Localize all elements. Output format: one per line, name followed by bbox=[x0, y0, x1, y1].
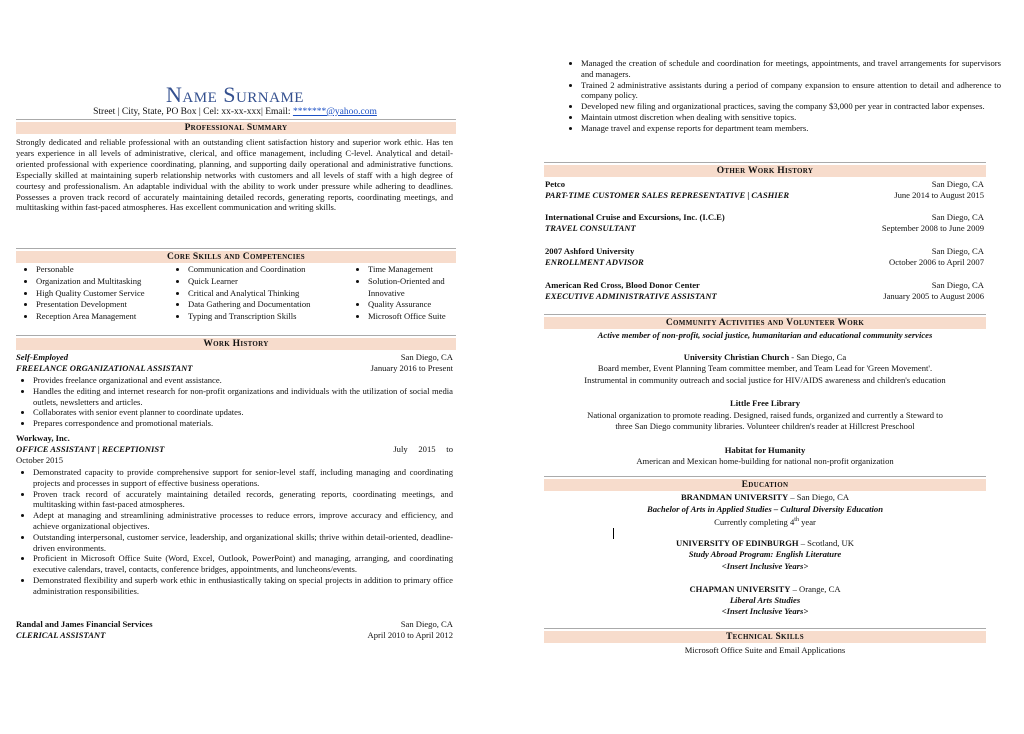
other-job-1-title: PART-TIME CUSTOMER SALES REPRESENTATIVE | CASHIER bbox=[545, 190, 790, 200]
job-1-employer: Self-Employed bbox=[16, 352, 69, 362]
other-job-2-employer: International Cruise and Excursions, Inc. (I.C.E) bbox=[545, 212, 725, 222]
candidate-name: Name Surname bbox=[166, 82, 304, 107]
job-3-bullet: • Developed new filing and organizational practices, saving the company $3,000 per year in contracted labor expenses. bbox=[581, 101, 1001, 112]
technical-skills-text: Microsoft Office Suite and Email Applications bbox=[684, 645, 846, 655]
community-org-3-name: Habitat for Humanity bbox=[724, 445, 806, 455]
community-org-1-location: - San Diego, Ca bbox=[789, 352, 847, 362]
education-2-years: <Insert Inclusive Years> bbox=[721, 561, 809, 571]
education-1-status bbox=[544, 515, 986, 528]
education-1-school: BRANDMAN UNIVERSITY bbox=[680, 492, 789, 502]
skill-item: • Reception Area Management bbox=[36, 311, 186, 323]
job-1-header bbox=[16, 352, 453, 363]
job-3-employer: Randal and James Financial Services bbox=[16, 619, 153, 629]
education-1-status-end: year bbox=[798, 516, 816, 527]
education-1-header bbox=[544, 492, 986, 503]
education-3-degree: Liberal Arts Studies bbox=[729, 595, 801, 605]
other-job-2-location: San Diego, CA bbox=[931, 212, 984, 222]
other-job-1-employer: Petco bbox=[545, 179, 566, 189]
summary-text: Strongly dedicated and reliable professional with an outstanding client satisfaction history and superior work ethic. Has ten years experience in all levels of administrative, clerical, and office management, including C-level. Analytical and detail-oriented professional with experience coordinating, planning, and supporting daily operational and administrative functions. Especially skilled at maintaining superb relationship networks with customers and all levels of staff with a high degree of courtesy and professionalism. An adaptable individual with the ability to work under pressure while adhering to deadlines. Possesses a proven track record of accurately maintaining detailed records, generating reports, coordinating meetings, and multitasking within fast-paced atmospheres. Has excellent communication and writing skills. bbox=[16, 137, 453, 213]
community-org-1-line-1: Board member, Event Planning Team committee member, and Team Lead for 'Green Movement'. bbox=[597, 363, 933, 373]
job-1-title-row bbox=[16, 363, 453, 374]
section-education: Education bbox=[544, 479, 986, 491]
education-2-school: UNIVERSITY OF EDINBURGH bbox=[676, 538, 799, 548]
community-org-1-line-2: Instrumental in community outreach and social justice for HIV/AIDS awareness and children's education bbox=[584, 375, 946, 385]
job-2-bullet: • Proficient in Microsoft Office Suite (Word, Excel, Outlook, PowerPoint) and managing, arranging, and coordinating executive calendars, travel, contacts, conference bridges, appointments, and luncheons/events. bbox=[33, 553, 453, 575]
other-job-2-dates: September 2008 to June 2009 bbox=[881, 223, 984, 233]
job-1-bullet: • Collaborates with senior event planner to coordinate updates. bbox=[33, 407, 453, 418]
education-3-years: <Insert Inclusive Years> bbox=[721, 606, 809, 616]
community-org-2-line-2: three San Diego community libraries. Volunteer children's reader at Hillcrest Preschool bbox=[615, 421, 915, 431]
job-3-bullet: • Managed the creation of schedule and coordination for meetings, appointments, and travel arrangements for supervisors and managers. bbox=[581, 58, 1001, 80]
job-1-title: FREELANCE ORGANIZATIONAL ASSISTANT bbox=[16, 363, 193, 373]
other-job-3-location: San Diego, CA bbox=[931, 246, 984, 256]
job-3-bullet: • Manage travel and expense reports for department team members. bbox=[581, 123, 1001, 134]
education-1-degree: Bachelor of Arts in Applied Studies – Cultural Diversity Education bbox=[647, 504, 883, 514]
education-3-school: CHAPMAN UNIVERSITY bbox=[689, 584, 791, 594]
other-job-3-employer: 2007 Ashford University bbox=[545, 246, 635, 256]
job-3-bullet: • Trained 2 administrative assistants during a period of company expansion to ensure attention to detail and adherence to company policy. bbox=[581, 80, 1001, 102]
other-job-1-title-row bbox=[545, 190, 984, 201]
job-1-bullet: • Prepares correspondence and promotional materials. bbox=[33, 418, 453, 429]
education-2-header bbox=[544, 538, 986, 549]
education-2-degree: Study Abroad Program: English Literature bbox=[688, 549, 842, 559]
job-3-dates: April 2010 to April 2012 bbox=[367, 630, 453, 640]
job-2-bullet: • Outstanding interpersonal, customer service, leadership, and organizational skills; thrive within detail-oriented, deadline-driven environments. bbox=[33, 532, 453, 554]
community-org-1-header bbox=[544, 352, 986, 363]
education-1-status-text: Currently completing 4 bbox=[714, 516, 795, 527]
skill-item: • Data Gathering and Documentation bbox=[188, 299, 363, 311]
job-3-bullet: • Maintain utmost discretion when dealing with sensitive topics. bbox=[581, 112, 1001, 123]
other-job-1-header bbox=[545, 179, 984, 190]
job-2-title-row bbox=[16, 444, 453, 455]
contact-line bbox=[0, 107, 470, 117]
other-job-3-title: ENROLLMENT ADVISOR bbox=[545, 257, 644, 267]
job-1-location: San Diego, CA bbox=[400, 352, 453, 362]
job-2-bullet: • Demonstrated capacity to provide comprehensive support for senior-level staff, including managing and coordinating projects and processes in support of effective business operations. bbox=[33, 467, 453, 489]
job-3-header bbox=[16, 619, 453, 630]
job-2-dates-row bbox=[16, 455, 453, 466]
other-job-2-header bbox=[545, 212, 984, 223]
community-org-1-name: University Christian Church bbox=[683, 352, 790, 362]
education-1-status-sup: th bbox=[794, 517, 799, 523]
skills-column-2 bbox=[174, 264, 363, 323]
skill-item: • Microsoft Office Suite bbox=[368, 311, 468, 323]
job-1-dates: January 2016 to Present bbox=[370, 363, 453, 373]
section-community: Community Activities and Volunteer Work bbox=[544, 317, 986, 329]
job-2-dates-start: July 2015 to bbox=[393, 444, 453, 454]
skill-item: • High Quality Customer Service bbox=[36, 288, 186, 300]
job-3-bullets bbox=[564, 58, 1001, 134]
job-3-title: CLERICAL ASSISTANT bbox=[16, 630, 106, 640]
community-org-2-name: Little Free Library bbox=[729, 398, 800, 408]
community-org-2-line-1: National organization to promote reading. Designed, raised funds, organized and currently a Steward to bbox=[587, 410, 943, 420]
skill-item: • Typing and Transcription Skills bbox=[188, 311, 363, 323]
job-3-title-row bbox=[16, 630, 453, 641]
job-1-bullets bbox=[16, 375, 453, 429]
job-2-header bbox=[16, 433, 453, 444]
skill-item: • Critical and Analytical Thinking bbox=[188, 288, 363, 300]
job-2-bullets bbox=[16, 467, 453, 597]
other-job-1-dates: June 2014 to August 2015 bbox=[894, 190, 984, 200]
job-1-bullet: • Provides freelance organizational and event assistance. bbox=[33, 375, 453, 386]
education-3-header bbox=[544, 584, 986, 595]
job-2-employer: Workway, Inc. bbox=[16, 433, 70, 443]
education-2-location: – Scotland, UK bbox=[798, 538, 854, 548]
education-3-location: – Orange, CA bbox=[790, 584, 841, 594]
job-2-title: OFFICE ASSISTANT | RECEPTIONIST bbox=[16, 444, 165, 454]
skill-item: • Time Management bbox=[368, 264, 468, 276]
email-link[interactable]: *******@yahoo.com bbox=[292, 107, 377, 117]
skill-item: • Presentation Development bbox=[36, 299, 186, 311]
skill-item: • Personable bbox=[36, 264, 186, 276]
other-job-3-dates: October 2006 to April 2007 bbox=[889, 257, 984, 267]
other-job-1-location: San Diego, CA bbox=[931, 179, 984, 189]
resume-page-2 bbox=[512, 0, 1024, 734]
job-2-bullet: • Adept at managing and streamlining administrative processes to reduce errors, improve accuracy and efficiency, and achieve organizational objectives. bbox=[33, 510, 453, 532]
skill-item: • Quick Learner bbox=[188, 276, 363, 288]
community-intro: Active member of non-profit, social justice, humanitarian and educational community services bbox=[597, 330, 933, 340]
contact-details: Street | City, State, PO Box | Cel: xx-xx-xxx| Email: bbox=[93, 107, 293, 117]
job-3-location: San Diego, CA bbox=[400, 619, 453, 629]
other-job-2-title-row bbox=[545, 223, 984, 234]
other-job-4-employer: American Red Cross, Blood Donor Center bbox=[545, 280, 700, 290]
section-technical-skills: Technical Skills bbox=[544, 631, 986, 643]
skills-column-3 bbox=[354, 264, 468, 323]
other-job-4-location: San Diego, CA bbox=[931, 280, 984, 290]
skill-item: • Communication and Coordination bbox=[188, 264, 363, 276]
section-other-work-history: Other Work History bbox=[544, 165, 986, 177]
other-job-4-title-row bbox=[545, 291, 984, 302]
other-job-3-header bbox=[545, 246, 984, 257]
skill-item: • Solution-Oriented and Innovative bbox=[368, 276, 468, 300]
section-professional-summary: Professional Summary bbox=[16, 122, 456, 134]
education-1-location: – San Diego, CA bbox=[788, 492, 850, 502]
section-work-history: Work History bbox=[16, 338, 456, 350]
skill-item: • Organization and Multitasking bbox=[36, 276, 186, 288]
skills-column-1 bbox=[22, 264, 186, 323]
other-job-4-title: EXECUTIVE ADMINISTRATIVE ASSISTANT bbox=[545, 291, 717, 301]
job-2-bullet: • Proven track record of accurately maintaining detailed records, generating reports, coordinating meetings, and multitasking within fast-paced atmospheres. bbox=[33, 489, 453, 511]
other-job-4-header bbox=[545, 280, 984, 291]
section-core-skills: Core Skills and Competencies bbox=[16, 251, 456, 263]
job-2-bullet: • Demonstrated flexibility and superb work ethic in enthusiastically taking on special projects in addition to primary office administration responsibilities. bbox=[33, 575, 453, 597]
community-org-3-line-1: American and Mexican home-building for national non-profit organization bbox=[636, 456, 894, 466]
other-job-2-title: TRAVEL CONSULTANT bbox=[545, 223, 636, 233]
other-job-4-dates: January 2005 to August 2006 bbox=[883, 291, 984, 301]
other-job-3-title-row bbox=[545, 257, 984, 268]
job-2-dates-end: October 2015 bbox=[16, 455, 64, 465]
job-1-bullet: • Handles the editing and internet research for non-profit organizations and individuals with the utilization of social media outlets, newsletters and articles. bbox=[33, 386, 453, 408]
skill-item: • Quality Assurance bbox=[368, 299, 468, 311]
